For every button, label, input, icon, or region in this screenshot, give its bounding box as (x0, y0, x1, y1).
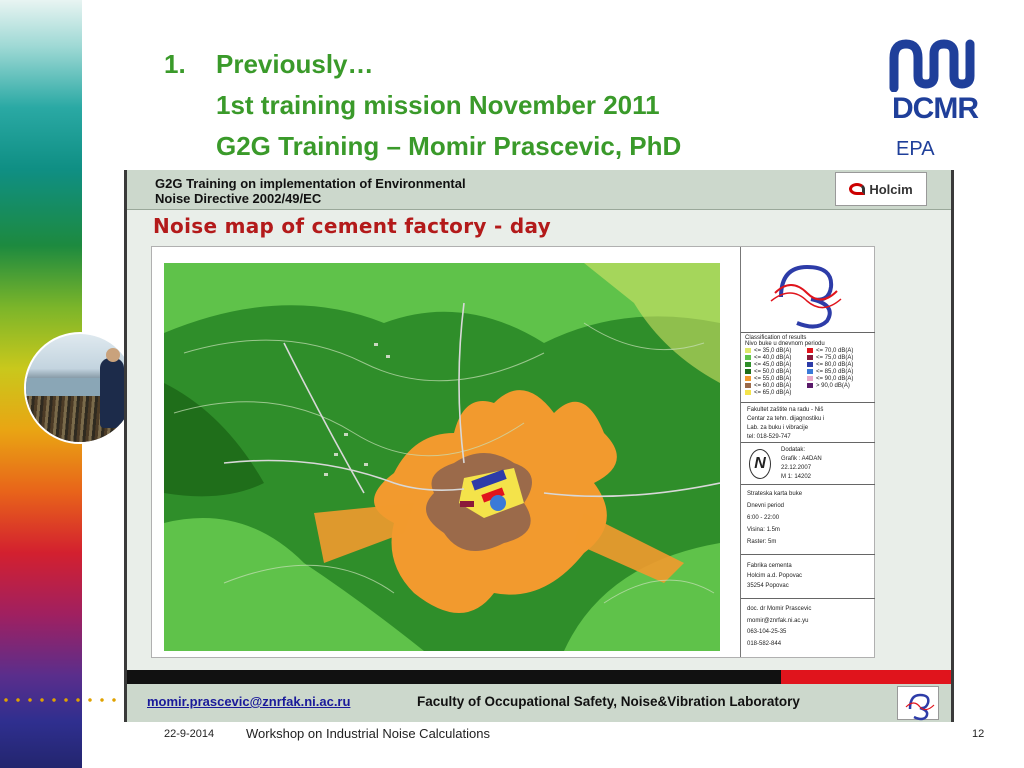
legend-entry (807, 382, 869, 389)
photo-thumbnail (24, 332, 136, 444)
legend-swatch (745, 362, 751, 367)
footer-date: 22-9-2014 (164, 728, 215, 740)
noise-map (164, 263, 720, 651)
legend-label: <= 50,0 dB(A) (754, 368, 792, 375)
lab-logo-icon (741, 247, 875, 333)
legend-entry (807, 361, 869, 368)
slide-subtitle: Noise map of cement factory - day (153, 214, 551, 238)
page-title (164, 44, 681, 167)
legend-swatch (807, 355, 813, 360)
legend-label: <= 90,0 dB(A) (816, 375, 854, 382)
noise-map-image (164, 263, 720, 651)
contact-email-link[interactable]: momir.prascevic@znrfak.ni.ac.ru (147, 694, 351, 709)
dcmr-logo (888, 36, 988, 166)
map-legend-panel (740, 247, 874, 657)
legend-entry (807, 368, 869, 375)
slide-footer (127, 684, 951, 722)
legend-label: > 90,0 dB(A) (816, 382, 850, 389)
holcim-logo: Holcim (835, 172, 927, 206)
slide-header (127, 170, 951, 210)
footer-event: Workshop on Industrial Noise Calculations (246, 726, 490, 741)
title-number: 1. (164, 49, 186, 79)
legend-label: <= 70,0 dB(A) (816, 347, 854, 354)
lab-logo-small-icon (897, 686, 939, 720)
legend-faculty: Fakultet zaštite na radu - Niš Centar za tehn. dijagnostiku i Lab. za buku i vibracije tel: 018-529-747 (741, 403, 875, 443)
epa-label: EPA (896, 138, 935, 160)
title-line-2: 1st training mission November 2011 (216, 90, 660, 120)
legend-column-left (745, 347, 807, 396)
legend-label: <= 85,0 dB(A) (816, 368, 854, 375)
legend-entry (745, 354, 807, 361)
legend-column-right (807, 347, 869, 389)
title-line-3: G2G Training – Momir Prascevic, PhD (216, 131, 682, 161)
legend-swatch (745, 390, 751, 395)
legend-label: <= 75,0 dB(A) (816, 354, 854, 361)
divider-bar-red (781, 670, 951, 684)
noise-map-frame (151, 246, 875, 658)
divider-bar-black (127, 670, 781, 684)
legend-author: doc. dr Momir Prascevic momir@znrfak.ni.ac.yu 063-104-25-35 018-582-844 (747, 606, 812, 647)
legend-swatch (745, 348, 751, 353)
page-number: 12 (972, 728, 985, 740)
slide-header-line-2: Noise Directive 2002/49/EC (155, 191, 322, 206)
dcmr-wordmark: DCMR (892, 92, 978, 125)
holcim-icon (849, 183, 865, 195)
slide-header-line-1: G2G Training on implementation of Environmental (155, 176, 466, 191)
embedded-slide (124, 170, 954, 722)
wave-logo-icon (888, 36, 988, 92)
legend-label: <= 40,0 dB(A) (754, 354, 792, 361)
legend-label: <= 80,0 dB(A) (816, 361, 854, 368)
legend-swatch (807, 348, 813, 353)
legend-swatch (745, 369, 751, 374)
north-arrow-icon: N (749, 449, 771, 479)
legend-meta: N Dodatak: Grafik : A4DAN 22.12.2007 M 1: 14202 (741, 443, 875, 485)
legend-entry (807, 375, 869, 382)
legend-factory: Fabrika cementa Holcim a.d. Popovac 35254 Popovac (741, 555, 875, 599)
legend-swatch (807, 383, 813, 388)
legend-label: <= 65,0 dB(A) (754, 389, 792, 396)
legend-entry (745, 382, 807, 389)
legend-map-info: Strateska karta buke Dnevni period 6:00 - 22:00 Visina: 1.5m Raster: 5m (741, 485, 875, 555)
legend-swatch (807, 362, 813, 367)
legend-label: <= 55,0 dB(A) (754, 375, 792, 382)
legend-entry (807, 354, 869, 361)
legend-swatch (745, 355, 751, 360)
legend-entry (745, 389, 807, 396)
legend-label: <= 45,0 dB(A) (754, 361, 792, 368)
legend-entry (745, 368, 807, 375)
faculty-name: Faculty of Occupational Safety, Noise&Vibration Laboratory (417, 694, 800, 709)
lab-logo-box (741, 247, 875, 333)
dotted-line (0, 698, 124, 702)
legend-classification: Classification of results Nivo buke u dnevnom periodu <= 35,0 dB(A) <= 40,0 dB(A) <= 45,0 dB(A) <= 50,0 dB(A) <= 55,0 dB(A) <= 60,0 dB(A) <= 65,0 dB(A) <= 70,0 dB(A) <= 75,0 dB(A) <= 80,0 dB(A) <= 85,0 dB(A) <= 90,0 dB(A) > 90,0 dB(A) (741, 333, 875, 403)
legend-swatch (745, 376, 751, 381)
legend-swatch (807, 376, 813, 381)
legend-entry (745, 347, 807, 354)
legend-entry (807, 347, 869, 354)
title-line-1: Previously… (216, 49, 374, 79)
legend-label: <= 60,0 dB(A) (754, 382, 792, 389)
legend-entry (745, 375, 807, 382)
legend-swatch (807, 369, 813, 374)
legend-label: <= 35,0 dB(A) (754, 347, 792, 354)
legend-entry (745, 361, 807, 368)
legend-swatch (745, 383, 751, 388)
